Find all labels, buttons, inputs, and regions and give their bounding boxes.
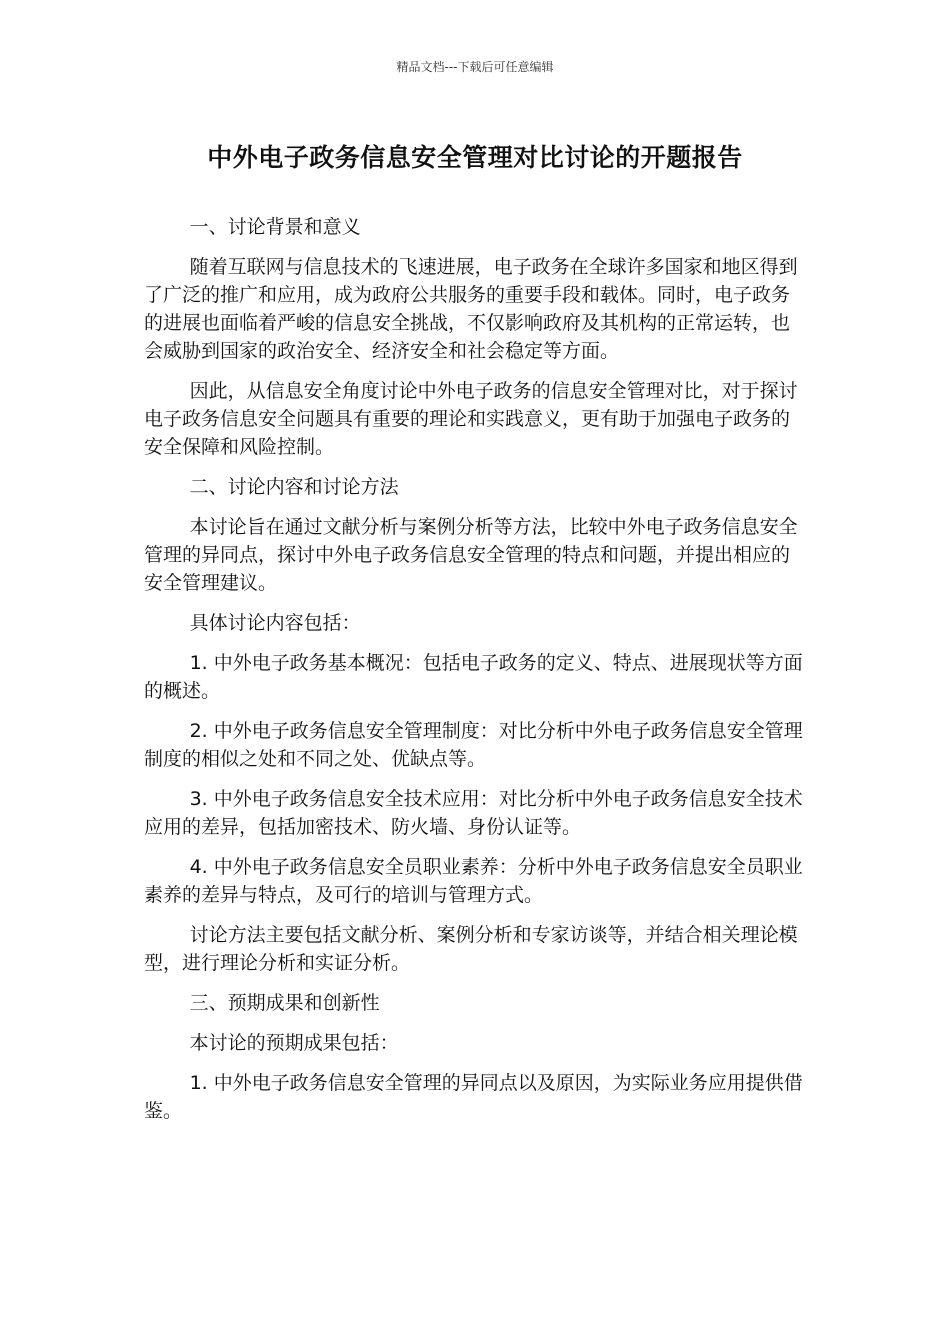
section-heading-expected-results: 三、预期成果和创新性 <box>189 992 380 1014</box>
document-title: 中外电子政务信息安全管理对比讨论的开题报告 <box>207 143 743 172</box>
document-body <box>144 213 806 1137</box>
paragraph: 具体讨论内容包括： <box>189 612 361 634</box>
list-item: 3. 中外电子政务信息安全技术应用：对比分析中外电子政务信息安全技术应用的差异，包括加密技术、防火墙、身份认证等。 <box>144 788 803 838</box>
list-item: 2. 中外电子政务信息安全管理制度：对比分析中外电子政务信息安全管理制度的相似之处和不同之处、优缺点等。 <box>144 720 803 770</box>
section-heading-background: 一、讨论背景和意义 <box>189 216 361 238</box>
list-item: 1. 中外电子政务基本概况：包括电子政务的定义、特点、进展现状等方面的概述。 <box>144 652 803 702</box>
header-note: 精品文档---下载后可任意编辑 <box>396 60 554 74</box>
paragraph: 随着互联网与信息技术的飞速进展，电子政务在全球许多国家和地区得到了广泛的推广和应用，成为政府公共服务的重要手段和载体。同时，电子政务的进展也面临着严峻的信息安全挑战，不仅影响政府及其机构的正常运转，也会威胁到国家的政治安全、经济安全和社会稳定等方面。 <box>144 256 798 362</box>
paragraph: 讨论方法主要包括文献分析、案例分析和专家访谈等，并结合相关理论模型，进行理论分析和实证分析。 <box>144 924 798 974</box>
paragraph: 因此，从信息安全角度讨论中外电子政务的信息安全管理对比，对于探讨电子政务信息安全问题具有重要的理论和实践意义，更有助于加强电子政务的安全保障和风险控制。 <box>144 380 798 458</box>
list-item: 1. 中外电子政务信息安全管理的异同点以及原因，为实际业务应用提供借鉴。 <box>144 1072 803 1122</box>
paragraph: 本讨论旨在通过文献分析与案例分析等方法，比较中外电子政务信息安全管理的异同点，探讨中外电子政务信息安全管理的特点和问题，并提出相应的安全管理建议。 <box>144 516 798 594</box>
paragraph: 本讨论的预期成果包括： <box>189 1032 399 1054</box>
list-item: 4. 中外电子政务信息安全员职业素养：分析中外电子政务信息安全员职业素养的差异与特点，及可行的培训与管理方式。 <box>144 856 803 906</box>
section-heading-content-method: 二、讨论内容和讨论方法 <box>189 476 399 498</box>
